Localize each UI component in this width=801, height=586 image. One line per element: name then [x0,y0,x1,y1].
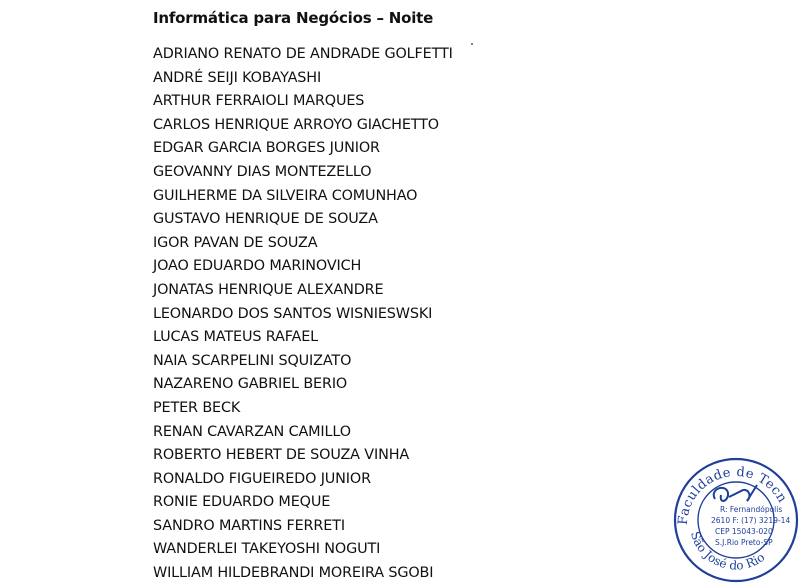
name-list-item: JOAO EDUARDO MARINOVICH [153,258,362,275]
name-list-item: GEOVANNY DIAS MONTEZELLO [153,163,372,180]
institution-stamp [671,455,801,585]
name-list-item: WANDERLEI TAKEYOSHI NOGUTI [153,541,381,558]
stamp-address-line: R: Fernandópolis [720,505,783,514]
name-list-item: PETER BECK [153,399,241,416]
name-list-item: ROBERTO HEBERT DE SOUZA VINHA [153,447,410,464]
name-list-item: RENAN CAVARZAN CAMILLO [153,423,351,440]
page-title: Informática para Negócios – Noite [153,9,434,27]
name-list-item: CARLOS HENRIQUE ARROYO GIACHETTO [153,116,439,133]
name-list-item: RONIE EDUARDO MEQUE [153,494,331,511]
stamp-top-text: Faculdade de Tecn [675,464,790,526]
name-list-item: LEONARDO DOS SANTOS WISNIESWSKI [153,305,433,322]
stamp-city-line: S.J.Rio Preto-SP [715,538,773,547]
stamp-phone-line: 2610 F: (17) 3219-14 [711,516,791,525]
name-list-item: GUSTAVO HENRIQUE DE SOUZA [153,211,378,228]
name-list-item: GUILHERME DA SILVEIRA COMUNHAO [153,187,418,204]
name-list-item: WILLIAM HILDEBRANDI MOREIRA SGOBI [153,565,434,582]
name-list-item: RONALDO FIGUEIREDO JUNIOR [153,470,371,487]
name-list-item: ANDRÉ SEIJI KOBAYASHI [153,69,322,86]
name-list-item: LUCAS MATEUS RAFAEL [153,329,319,346]
signature [714,485,757,501]
ink-speck [471,43,473,45]
stamp-cep-line: CEP 15043-020 [715,527,773,536]
name-list-item: NAZARENO GABRIEL BERIO [153,376,348,393]
name-list-item: ADRIANO RENATO DE ANDRADE GOLFETTI [153,46,453,62]
name-list-item: IGOR PAVAN DE SOUZA [153,234,318,251]
name-list-item: JONATAS HENRIQUE ALEXANDRE [153,281,384,298]
name-list-item: EDGAR GARCIA BORGES JUNIOR [153,140,380,157]
name-list [153,43,453,586]
name-list-item: SANDRO MARTINS FERRETI [153,517,345,534]
name-list-item: ARTHUR FERRAIOLI MARQUES [153,93,365,110]
stamp-bottom-text: São José do Rio [687,529,768,573]
name-list-item: NAIA SCARPELINI SQUIZATO [153,352,352,369]
